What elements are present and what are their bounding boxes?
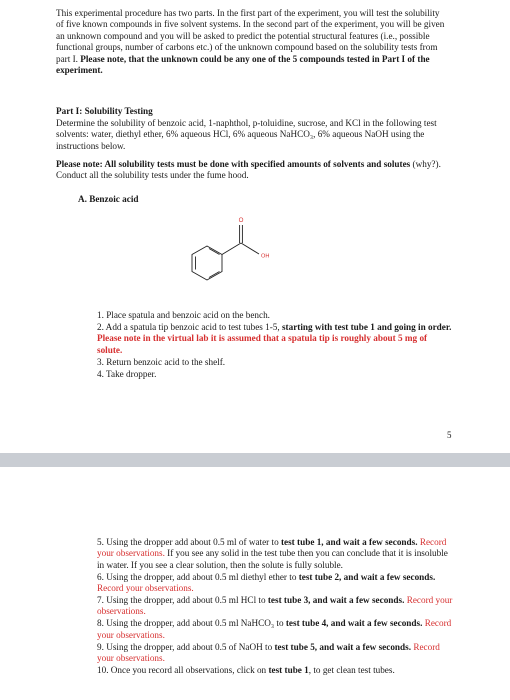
list-item: 5. Using the dropper add about 0.5 ml of water to test tube 1, and wait a few seconds. Record your observations. If you see any solid in the test tube then you can conclude that it is insoluble in water. If you see a clear solution, then the solute is fully soluble. <box>97 537 448 570</box>
list-item: 1. Place spatula and benzoic acid on the bench. <box>97 310 270 320</box>
carboxyl-bonds <box>222 225 259 255</box>
note-paragraph <box>56 159 448 182</box>
list-item: 3. Return benzoic acid to the shelf. <box>97 356 226 367</box>
benzoic-acid-structure <box>189 212 279 292</box>
list-item: 4. Take dropper. <box>97 368 157 379</box>
list-item: 2. Add a spatula tip benzoic acid to test tubes 1-5, starting with test tube 1 and going in order. Please note in the virtual lab it is assumed that a spatula tip is roughly about 5 mg of solute. <box>97 321 452 355</box>
note-bold: Please note: All solubility tests must be done with specified amounts of solvents and solutes <box>56 159 411 169</box>
page-separator <box>0 453 510 467</box>
intro-paragraph <box>56 8 448 76</box>
steps-list-page-2 <box>97 537 453 677</box>
hydroxyl-label: OH <box>261 253 270 260</box>
list-item: 10. Once you record all observations, click on test tube 1, to get clean test tubes. <box>97 664 395 675</box>
list-item: 8. Using the dropper, add about 0.5 ml NaHCO₃ to test tube 4, and wait a few seconds. Record your observations. <box>97 618 452 640</box>
benzene-ring <box>192 246 222 280</box>
list-item: 6. Using the dropper, add about 0.5 ml diethyl ether to test tube 2, and wait a few seconds. Record your observations. <box>97 571 436 594</box>
page-number: 5 <box>447 430 452 440</box>
list-item: 9. Using the dropper, add about 0.5 of NaOH to test tube 5, and wait a few seconds. Record your observations. <box>97 641 440 664</box>
steps-list-page-1 <box>97 310 453 380</box>
list-item: 7. Using the dropper, add about 0.5 ml HCl to test tube 3, and wait a few seconds. Record your observations. <box>97 595 453 617</box>
intro-bold-note: Please note, that the unknown could be any one of the 5 compounds tested in Part I of the experiment. <box>56 53 430 76</box>
part-body: Determine the solubility of benzoic acid, 1-naphthol, p-toluidine, sucrose, and KCl in the following test solvents: water, diethyl ether, 6% aqueous HCl, 6% aqueous NaHCO₃, 6% aqueous NaOH using the instructions below. <box>56 118 437 151</box>
intro-text: This experimental procedure has two parts. In the first part of the experiment, you will test the solubility of five known compounds in five solvent systems. In the second part of the experiment, you will be given an unknown compound and you will be asked to predict the potential structural features (i.e., possible functional groups, number of carbons etc.) of the unknown compound based on the solubility tests from part I. <box>56 8 445 64</box>
section-heading: A. Benzoic acid <box>78 194 139 204</box>
oxygen-label: O <box>238 217 244 224</box>
part-title: Part I: Solubility Testing <box>56 106 153 116</box>
document-page-2 <box>0 467 510 700</box>
note-rest: (why?). Conduct all the solubility tests under the fume hood. <box>56 159 441 181</box>
